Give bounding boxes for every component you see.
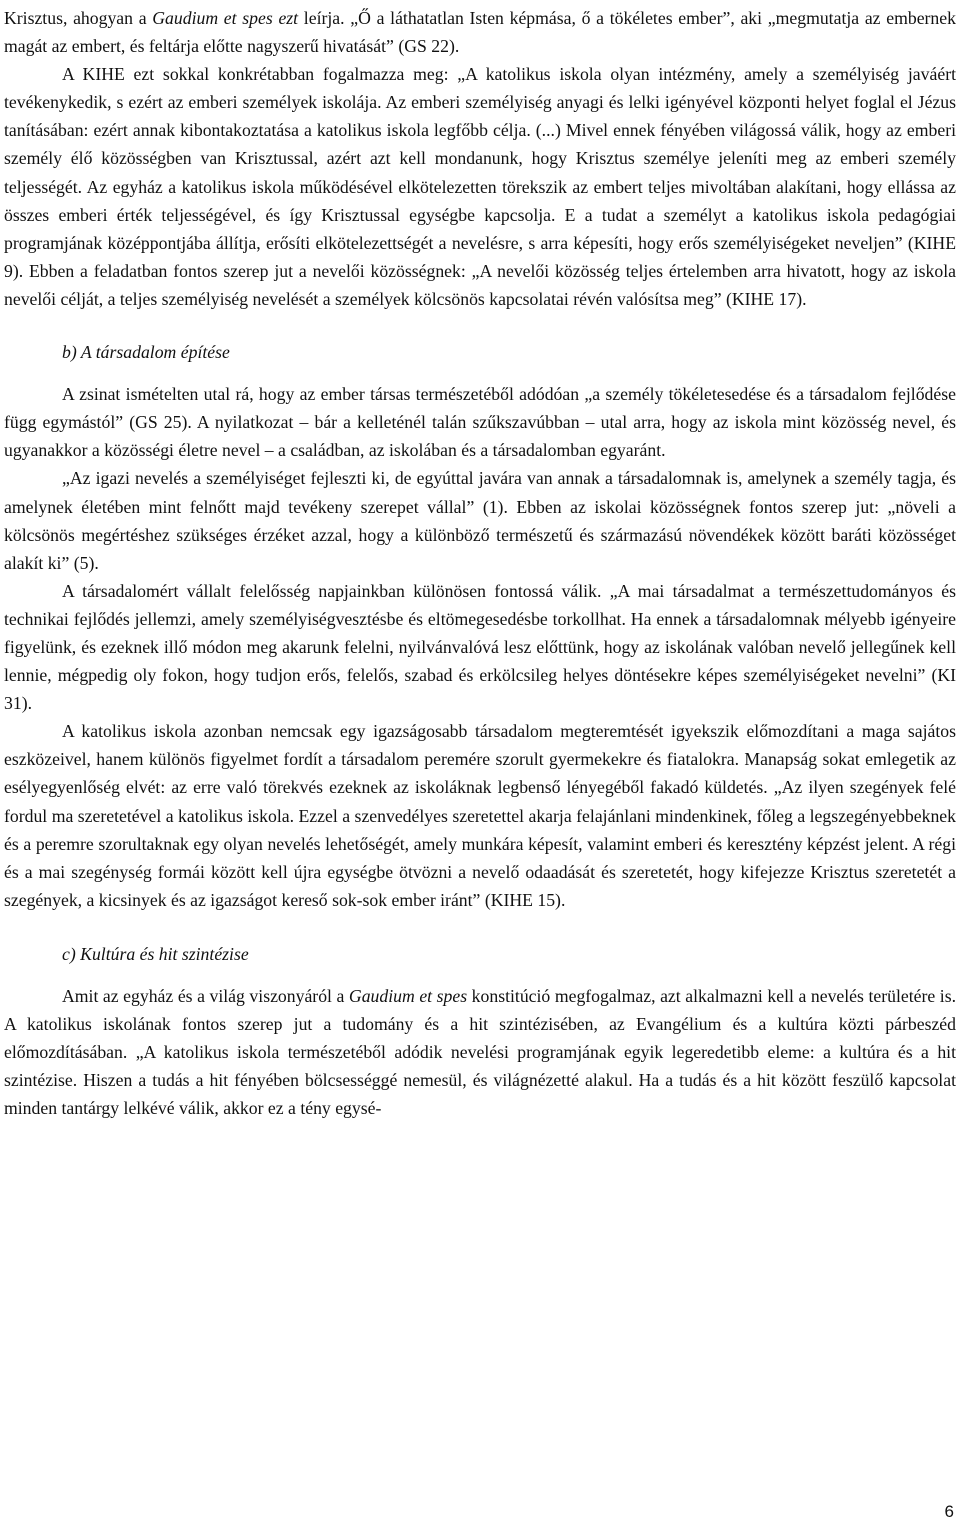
section-c-paragraph-1: [4, 982, 956, 1122]
intro-paragraph: [4, 4, 956, 60]
section-b-paragraph-3: A társadalomért vállalt felelősség napjainkban különösen fontossá válik. „A mai társadalmat a természettudományos és technikai fejlődés jellemzi, amely személyiségvesztésbe és eltömegesedésbe torkollhat. Ha ennek a társadalomnak mélyebb igényeire figyelünk, és ezeknek illő módon meg akarunk felelni, nyilvánvalóvá lesz előttünk, hogy az iskolának valóban nevelő jellegűnek kell lennie, mégpedig oly fokon, hogy tudjon erős, felelős, szabad és erkölcsileg helyes döntésekre képes személyiségeket nevelni” (KI 31).: [4, 580, 956, 714]
section-b-paragraph-1: A zsinat ismételten utal rá, hogy az ember társas természetéből adódóan „a személy tökéletesedése és a társadalom fejlődése függ egymástól” (GS 25). A nyilatkozat – bár a kelleténél talán szűkszavúbban – utal arra, hogy az iskola mint közösség nevel, és ugyanakkor a közösségi életre nevel – a családban, az iskolában és a társadalomban egyaránt.: [4, 384, 956, 461]
page-number: 6: [944, 1502, 954, 1521]
section-c-text-start: Amit az egyház és a világ viszonyáról a: [62, 986, 349, 1006]
intro-text-start: Krisztus, ahogyan a: [4, 8, 153, 28]
section-b-paragraph-4: A katolikus iskola azonban nemcsak egy igazságosabb társadalom megteremtését igyekszik előmozdítani a maga sajátos eszközeivel, hanem különös figyelmet fordít a társadalom peremére szorult gyermekekre és fiatalokra. Manapság sokat emlegetik az esélyegyenlőség elvét: az erre való törekvés ezeknek az iskoláknak legbenső lényegéből fakadó küldetés. „Az ilyen szegények felé fordul ma szeretetével a katolikus iskola. Ezzel a szenvedélyes szeretettel akarja felajánlani mindenkinek, főleg a legszegényebbeknek és a peremre szorultaknak egy olyan nevelés lehetőségét, amely munkára képesít, valamint emberi és keresztény képzést jelent. A régi és a mai szegénység formái között kell újra egységbe ötvözni a nevelő odaadását és szeretetét, hogy kifejezze Krisztus szeretetét a szegények, a kicsinyek és az igazságot kereső sok-sok ember iránt” (KIHE 15).: [4, 721, 956, 910]
section-c-text-end: konstitúció megfogalmaz, azt alkalmazni kell a nevelés területére is. A katolikus iskolának fontos szerep jut a tudomány és a hit szintézisében, az Evangélium és a kultúra közti párbeszéd előmozdításában. „A katolikus iskola természetéből adódik nevelési programjának egyik legeredetibb eleme: a kultúra és a hit szintézise. Hiszen a tudás a hit fényében bölcsességgé nemesül, és világnézetté alakul. Ha a tudás és a hit között feszülő kapcsolat minden tantárgy lelkévé válik, akkor ez a tény egysé-: [4, 986, 957, 1119]
intro-italic-title: Gaudium et spes ezt: [152, 8, 299, 28]
section-c-heading: c) Kultúra és hit szintézise: [62, 943, 249, 964]
section-c-italic-title: Gaudium et spes: [348, 986, 468, 1006]
kihe-paragraph: A KIHE ezt sokkal konkrétabban fogalmazza meg: „A katolikus iskola olyan intézmény, amely a személyiség javáért tevékenykedik, s ezért az emberi személyek iskolája. Az emberi személyiség anyagi és lelki igényével központi helyet foglal el Jézus tanításában: ezért annak kibontakoztatása a katolikus iskola legfőbb célja. (...) Mivel ennek fényében világossá válik, hogy az emberi személy élő közösségben van Krisztussal, azért azt kell mondanunk, hogy Krisztus személye jeleníti meg az emberi személy teljességét. Az egyház a katolikus iskola működésével elkötelezetten törekszik az embert teljes mivoltában alakítani, hogy ellássa az összes emberi érték teljességével, és így Krisztussal egységbe kapcsolja. E a tudat a személyt a katolikus iskola pedagógiai programjának középpontjába állítja, erősíti elkötelezettségét a nevelésre, s arra képesíti, hogy erős személyiségeket neveljen” (KIHE 9). Ebben a feladatban fontos szerep jut a nevelői közösségnek: „A nevelői közösség teljes értelemben arra hivatott, hogy az iskola nevelői célját, a teljes személyiség nevelését a személyek kölcsönös kapcsolatai révén valósítsa meg” (KIHE 17).: [4, 64, 956, 309]
intro-text-end: leírja. „Ő a láthatatlan Isten képmása, ő a tökéletes ember”, aki „megmutatja az embernek magát az embert, és feltárja előtte nagyszerű hivatását” (GS 22).: [4, 8, 956, 57]
section-b-paragraph-2: „Az igazi nevelés a személyiséget fejleszti ki, de egyúttal javára van annak a társadalomnak is, amelynek a személy tagja, és amelynek életében mint felnőtt majd tevékeny szerepet vállal” (1). Ebben az iskolai közösségnek fontos szerep jut: „növeli a kölcsönös megértéshez szükséges érzéket azzal, hogy a különböző természetű és származású növendékek között baráti közösséget alakít ki” (5).: [4, 468, 956, 573]
section-b-heading: b) A társadalom építése: [62, 342, 230, 363]
document-page: [4, 4, 956, 1122]
